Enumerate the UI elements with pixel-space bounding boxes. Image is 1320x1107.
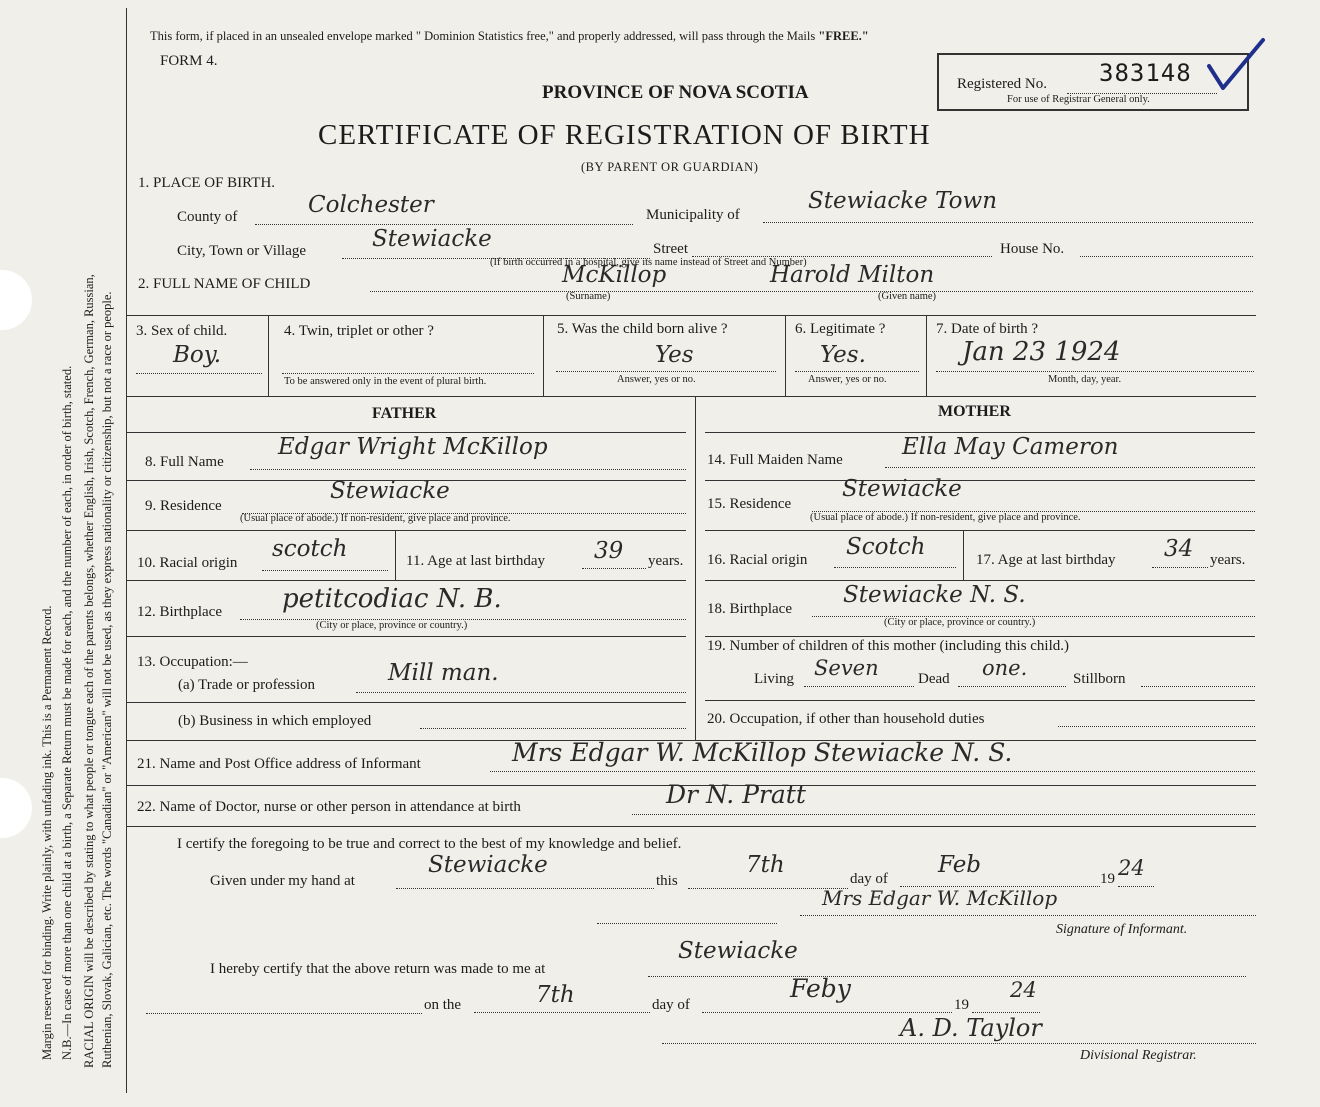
doctor-label: 22. Name of Doctor, nurse or other person in attendance at birth [137, 799, 521, 815]
trade-label: (a) Trade or profession [178, 677, 316, 693]
informant-signature-caption: Signature of Informant. [1056, 922, 1188, 937]
mother-name-value: Ella May Cameron [902, 434, 1119, 460]
registrar-year-value: 24 [1010, 978, 1037, 1002]
sex-label: 3. Sex of child. [136, 323, 228, 339]
house-number-label: House No. [1000, 241, 1065, 257]
registrar-month-value: Feby [790, 974, 851, 1003]
margin-note-2: N.B.—In case of more than one child at a birth, a Separate Return must be made for each, and the number of each, in order of birth, stated. [60, 365, 74, 1060]
mother-residence-label: 15. Residence [707, 496, 792, 512]
mother-birthplace-note: (City or place, province or country.) [884, 617, 1036, 628]
given-under-label: Given under my hand at [210, 873, 355, 889]
father-age-value: 39 [594, 538, 624, 564]
living-value: Seven [814, 656, 879, 680]
form-number: FORM 4. [160, 53, 218, 69]
province-heading: PROVINCE OF NOVA SCOTIA [542, 82, 809, 103]
mother-age-unit: years. [1210, 552, 1246, 568]
mother-heading: MOTHER [938, 403, 1011, 420]
child-name-label: 2. FULL NAME OF CHILD [138, 276, 311, 292]
father-birthplace-label: 12. Birthplace [137, 604, 222, 620]
father-birthplace-note: (City or place, province or country.) [316, 620, 468, 631]
born-alive-value: Yes [655, 342, 694, 368]
registrar-year-prefix: 19 [954, 997, 969, 1013]
registrar-signature: A. D. Taylor [900, 1014, 1042, 1042]
father-residence-label: 9. Residence [145, 498, 222, 514]
mail-notice: This form, if placed in an unsealed envelope marked " Dominion Statistics free," and properly addressed, will pass through the Mails "FREE." [150, 29, 869, 43]
margin-note-3: RACIAL ORIGIN will be described by stating to what people or tongue each of the parents belongs, whether English, Irish, Scotch, French, German, Russian, [82, 274, 96, 1068]
mother-name-label: 14. Full Maiden Name [707, 452, 843, 468]
born-alive-label: 5. Was the child born alive ? [557, 321, 728, 337]
form-border-left [126, 8, 127, 1093]
registered-note: For use of Registrar General only. [1007, 94, 1150, 105]
registered-number: 383148 [1099, 59, 1192, 87]
street-label: Street [653, 241, 688, 257]
certificate-subtitle: (BY PARENT OR GUARDIAN) [581, 160, 759, 174]
father-age-label: 11. Age at last birthday [406, 553, 545, 569]
twin-note: To be answered only in the event of plural birth. [284, 376, 487, 387]
given-year-prefix: 19 [1100, 871, 1115, 887]
legitimate-note: Answer, yes or no. [808, 374, 887, 385]
twin-label: 4. Twin, triplet or other ? [284, 323, 434, 339]
punch-hole-top [0, 270, 32, 330]
mother-birthplace-value: Stewiacke N. S. [843, 582, 1026, 608]
municipality-value: Stewiacke Town [808, 188, 998, 214]
born-alive-note: Answer, yes or no. [617, 374, 696, 385]
mother-residence-note: (Usual place of abode.) If non-resident, give place and province. [810, 512, 1081, 523]
informant-signature: Mrs Edgar W. McKillop [822, 886, 1058, 910]
city-label: City, Town or Village [177, 243, 307, 259]
date-of-birth-value: Jan 23 1924 [962, 337, 1121, 367]
city-value: Stewiacke [372, 226, 492, 252]
registrar-certify-text: I hereby certify that the above return was made to me at [210, 961, 546, 977]
dead-value: one. [982, 656, 1028, 680]
father-residence-value: Stewiacke [330, 478, 450, 504]
mother-racial-origin-label: 16. Racial origin [707, 552, 808, 568]
dead-label: Dead [918, 671, 950, 687]
surname-caption: (Surname) [566, 291, 611, 302]
child-given-name-value: Harold Milton [770, 262, 935, 288]
living-label: Living [754, 671, 794, 687]
given-year-value: 24 [1118, 856, 1145, 880]
punch-hole-bottom [0, 778, 32, 838]
father-birthplace-value: petitcodiac N. B. [282, 584, 502, 614]
father-occupation-label: 13. Occupation:— [137, 654, 248, 670]
registrar-day-of-label: day of [652, 997, 690, 1013]
registrar-place-value: Stewiacke [678, 938, 798, 964]
registered-label: Registered No. [957, 76, 1047, 92]
child-surname-value: McKillop [562, 262, 667, 288]
father-age-unit: years. [648, 553, 684, 569]
day-of-label: day of [850, 871, 888, 887]
given-month-value: Feb [938, 852, 982, 878]
margin-note-1: Margin reserved for binding. Write plainly, with unfading ink. This is a Permanent Record. [40, 605, 54, 1060]
street-note: (If birth occurred in a hospital, give its name instead of Street and Number) [490, 257, 807, 268]
stillborn-label: Stillborn [1073, 671, 1126, 687]
check-mark-icon [1205, 36, 1267, 92]
father-name-value: Edgar Wright McKillop [278, 434, 548, 460]
given-place-value: Stewiacke [428, 852, 548, 878]
sex-value: Boy. [173, 342, 221, 368]
margin-note-4: Ruthenian, Slovak, Galician, etc. The words "Canadian" or "American" will not be used, as they express nationality or citizenship, but not a race or people. [100, 291, 114, 1068]
this-label: this [656, 873, 678, 889]
legitimate-label: 6. Legitimate ? [795, 321, 886, 337]
date-of-birth-note: Month, day, year. [1048, 374, 1122, 385]
informant-value: Mrs Edgar W. McKillop Stewiacke N. S. [512, 738, 1013, 767]
trade-value: Mill man. [388, 660, 499, 686]
certificate-title: CERTIFICATE OF REGISTRATION OF BIRTH [318, 119, 931, 151]
date-of-birth-label: 7. Date of birth ? [936, 321, 1039, 337]
given-name-caption: (Given name) [878, 291, 937, 302]
registrar-day-value: 7th [536, 982, 575, 1008]
given-day-value: 7th [746, 852, 785, 878]
business-label: (b) Business in which employed [178, 713, 372, 729]
mother-age-label: 17. Age at last birthday [976, 552, 1116, 568]
father-racial-origin-label: 10. Racial origin [137, 555, 238, 571]
informant-label: 21. Name and Post Office address of Informant [137, 756, 421, 772]
certify-text: I certify the foregoing to be true and correct to the best of my knowledge and belief. [177, 836, 682, 852]
doctor-value: Dr N. Pratt [666, 780, 806, 809]
mother-occupation-label: 20. Occupation, if other than household duties [707, 711, 985, 727]
municipality-label: Municipality of [646, 207, 740, 223]
place-of-birth-heading: 1. PLACE OF BIRTH. [138, 175, 276, 191]
registered-box [937, 53, 1249, 111]
mother-children-label: 19. Number of children of this mother (including this child.) [707, 638, 1070, 654]
father-residence-note: (Usual place of abode.) If non-resident, give place and province. [240, 513, 511, 524]
county-label: County of [177, 209, 238, 225]
registrar-caption: Divisional Registrar. [1080, 1048, 1197, 1063]
mother-age-value: 34 [1164, 536, 1194, 562]
mother-birthplace-label: 18. Birthplace [707, 601, 792, 617]
mother-residence-value: Stewiacke [842, 476, 962, 502]
father-heading: FATHER [372, 405, 437, 422]
mother-racial-origin-value: Scotch [846, 534, 926, 560]
father-racial-origin-value: scotch [272, 536, 348, 562]
county-value: Colchester [308, 192, 434, 218]
on-the-label: on the [424, 997, 462, 1013]
father-name-label: 8. Full Name [145, 454, 224, 470]
legitimate-value: Yes. [820, 342, 866, 368]
